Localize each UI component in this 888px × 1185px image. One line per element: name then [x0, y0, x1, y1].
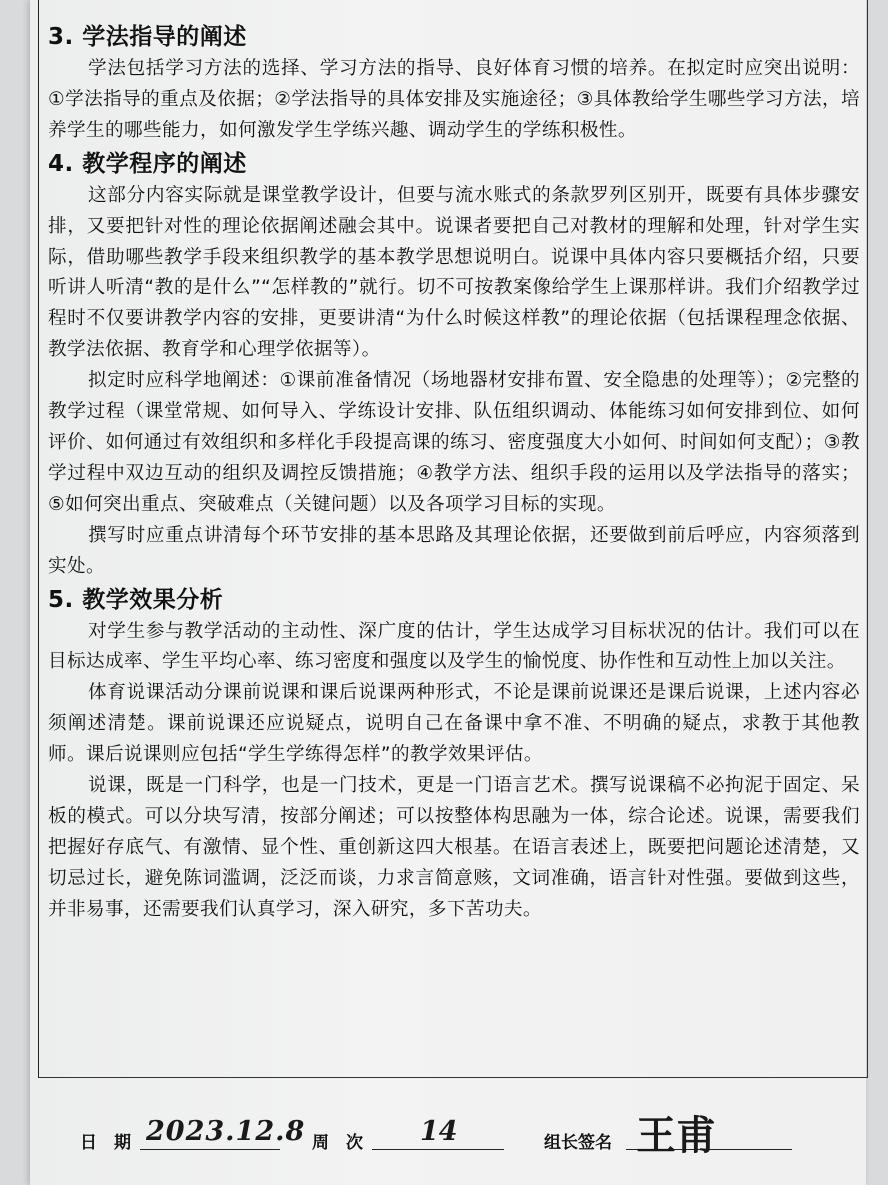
sign-label: 组长签名 [544, 1133, 612, 1153]
signature: 王甫 [636, 1112, 716, 1159]
paragraph: 对学生参与教学活动的主动性、深广度的估计，学生达成学习目标状况的估计。我们可以在目标达成率、学生平均心率、练习密度和强度以及学生的愉悦度、协作性和互动性上加以关注。 [48, 620, 860, 673]
date-line [140, 1149, 280, 1150]
date-label: 日 期 [80, 1133, 131, 1153]
week-line [372, 1149, 504, 1150]
paragraph: 学法包括学习方法的选择、学习方法的指导、良好体育习惯的培养。在拟定时应突出说明：①学法指导的重点及依据；②学法指导的具体安排及实施途径；③具体教给学生哪些学习方法，培养学生的哪些能力，如何激发学生学练兴趣、调动学生的学练积极性。 [48, 58, 860, 141]
section-heading: 5. 教学效果分析 [48, 586, 224, 613]
paragraph: 撰写时应重点讲清每个环节安排的基本思路及其理论依据，还要做到前后呼应，内容须落到实处。 [48, 524, 860, 577]
section-heading: 4. 教学程序的阐述 [48, 150, 247, 177]
paragraph: 说课，既是一门科学，也是一门技术，更是一门语言艺术。撰写说课稿不必拘泥于固定、呆板的模式。可以分块写清，按部分阐述；可以按整体构思融为一体，综合论述。说课，需要我们把握好存底气、有激情、显个性、重创新这四大根基。在语言表述上，既要把问题论述清楚，又切忌过长，避免陈词滥调，泛泛而谈，力求言简意赅，文词准确，语言针对性强。要做到这些，并非易事，还需要我们认真学习，深入研究，多下苦功夫。 [48, 775, 860, 920]
paragraph: 体育说课活动分课前说课和课后说课两种形式，不论是课前说课还是课后说课，上述内容必须阐述清楚。课前说课还应说疑点，说明自己在备课中拿不准、不明确的疑点，求教于其他教师。课后说课则应包括“学生学练得怎样”的教学效果评估。 [48, 682, 860, 766]
document-body [48, 20, 860, 926]
date-handwritten: 2023.12.8 [146, 1116, 306, 1147]
footer [0, 1112, 888, 1159]
paragraph: 这部分内容实际就是课堂教学设计，但要与流水账式的条款罗列区别开，既要有具体步骤安排，又要把针对性的理论依据阐述融会其中。说课者要把自己对教材的理解和处理，针对学生实际，借助哪些教学手段来组织教学的基本教学思想说明白。说课中具体内容只要概括介绍，只要听讲人听清“教的是什么”“怎样教的”就行。切不可按教案像给学生上课那样讲。我们介绍教学过程时不仅要讲教学内容的安排，更要讲清“为什么时候这样教”的理论依据（包括课程理念依据、教学法依据、教育学和心理学依据等）。 [48, 184, 860, 361]
section-heading: 3. 学法指导的阐述 [48, 24, 247, 50]
week-handwritten: 14 [420, 1116, 458, 1147]
week-label: 周 次 [312, 1133, 363, 1153]
paragraph: 拟定时应科学地阐述：①课前准备情况（场地器材安排布置、安全隐患的处理等）；②完整的教学过程（课堂常规、如何导入、学练设计安排、队伍组织调动、体能练习如何安排到位、如何评价、如何通过有效组织和多样化手段提高课的练习、密度强度大小如何、时间如何支配）；③教学过程中双边互动的组织及调控反馈措施；④教学方法、组织手段的运用以及学法指导的落实；⑤如何突出重点、突破难点（关键问题）以及各项学习目标的实现。 [48, 370, 860, 515]
